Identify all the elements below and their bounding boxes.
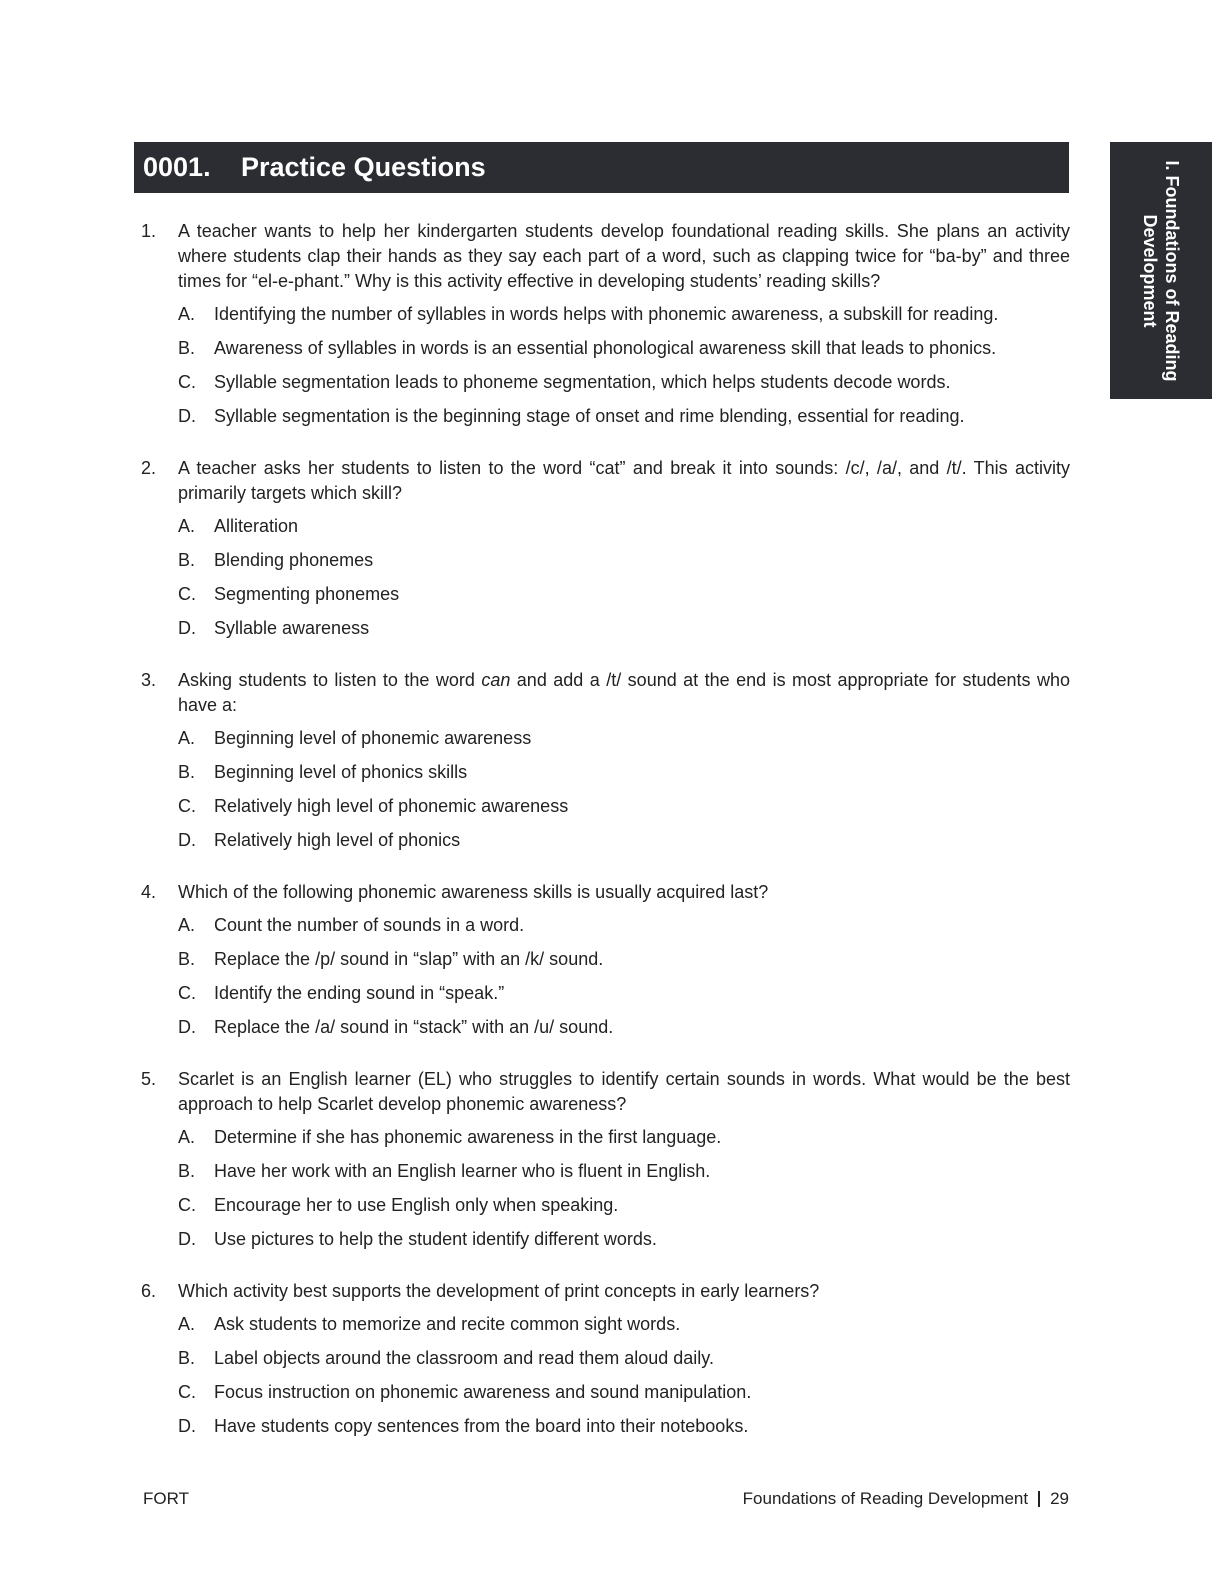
option-text: Segmenting phonemes [214, 584, 400, 604]
option-text: Relatively high level of phonemic awareness [214, 796, 569, 816]
question-text: Which of the following phonemic awareness skills is usually acquired last? [178, 882, 769, 902]
answer-option-c [178, 370, 1070, 395]
question-number: 1. [141, 221, 157, 241]
footer-page-info [743, 1489, 1069, 1509]
question-text [178, 668, 1070, 718]
answer-option-d [178, 1015, 1070, 1040]
question-5 [141, 1067, 1070, 1252]
option-letter: C. [178, 372, 196, 392]
chapter-side-tab-label: I. Foundations of Reading Development [1140, 160, 1182, 381]
option-letter: B. [178, 1161, 196, 1181]
option-letter: B. [178, 949, 196, 969]
option-text: Beginning level of phonemic awareness [214, 728, 532, 748]
chapter-side-tab [1110, 142, 1212, 399]
option-text: Focus instruction on phonemic awareness and sound manipulation. [214, 1382, 752, 1402]
option-letter: D. [178, 830, 196, 850]
answer-option-b [178, 947, 1070, 972]
answer-option-c [178, 1193, 1070, 1218]
answer-option-b [178, 1159, 1070, 1184]
question-3 [141, 668, 1070, 853]
option-letter: D. [178, 406, 196, 426]
answer-options [178, 913, 1070, 1040]
question-stem [141, 219, 1070, 294]
option-letter: A. [178, 1127, 196, 1147]
question-stem [141, 1279, 1070, 1304]
question-text: A teacher asks her students to listen to the word “cat” and break it into sounds: /c/, /a/, and /t/. This activity primarily targets which skill? [178, 458, 1070, 503]
footer-separator [1038, 1491, 1040, 1507]
option-text: Ask students to memorize and recite common sight words. [214, 1314, 681, 1334]
answer-option-d [178, 1227, 1070, 1252]
option-text: Replace the /a/ sound in “stack” with an /u/ sound. [214, 1017, 614, 1037]
option-letter: D. [178, 1017, 196, 1037]
question-number: 3. [141, 670, 157, 690]
question-stem [141, 456, 1070, 506]
footer-title: Foundations of Reading Development [742, 1489, 1029, 1508]
question-text-part: and add a /t/ sound at the end is most appropriate for students who have a: [178, 670, 1070, 715]
option-letter: D. [178, 618, 196, 638]
answer-option-b [178, 760, 1070, 785]
question-4 [141, 880, 1070, 1040]
option-letter: A. [178, 915, 196, 935]
option-letter: A. [178, 516, 196, 536]
question-number: 2. [141, 458, 157, 478]
footer-book-code: FORT [143, 1489, 189, 1508]
option-text: Blending phonemes [214, 550, 374, 570]
question-2 [141, 456, 1070, 641]
answer-option-c [178, 794, 1070, 819]
question-stem [141, 880, 1070, 905]
question-1 [141, 219, 1070, 429]
question-number: 6. [141, 1281, 157, 1301]
section-number: 0001. [143, 152, 211, 182]
answer-options [178, 726, 1070, 853]
question-number: 5. [141, 1069, 157, 1089]
option-text: Use pictures to help the student identify different words. [214, 1229, 657, 1249]
answer-option-d [178, 1414, 1070, 1439]
option-letter: A. [178, 1314, 196, 1334]
option-text: Encourage her to use English only when speaking. [214, 1195, 619, 1215]
option-text: Syllable segmentation is the beginning stage of onset and rime blending, essential for reading. [214, 406, 965, 426]
option-letter: B. [178, 762, 196, 782]
answer-option-d [178, 828, 1070, 853]
answer-options [178, 1125, 1070, 1252]
answer-options [178, 302, 1070, 429]
answer-option-c [178, 981, 1070, 1006]
answer-option-c [178, 1380, 1070, 1405]
option-text: Label objects around the classroom and read them aloud daily. [214, 1348, 714, 1368]
option-text: Relatively high level of phonics [214, 830, 461, 850]
answer-option-a [178, 913, 1070, 938]
option-text: Syllable segmentation leads to phoneme segmentation, which helps students decode words. [214, 372, 951, 392]
answer-option-a [178, 514, 1070, 539]
answer-option-a [178, 1312, 1070, 1337]
answer-option-d [178, 616, 1070, 641]
option-letter: C. [178, 1382, 196, 1402]
option-letter: C. [178, 796, 196, 816]
option-text: Count the number of sounds in a word. [214, 915, 525, 935]
option-letter: A. [178, 728, 196, 748]
option-letter: D. [178, 1229, 196, 1249]
question-text: Scarlet is an English learner (EL) who struggles to identify certain sounds in words. What would be the best approach to help Scarlet develop phonemic awareness? [178, 1069, 1070, 1114]
answer-option-a [178, 302, 1070, 327]
question-text: A teacher wants to help her kindergarten students develop foundational reading skills. She plans an activity where students clap their hands as they say each part of a word, such as clapping twice for “ba-by” and three times for “el-e-phant.” Why is this activity effective in developing students’ reading skills? [178, 221, 1070, 291]
option-text: Awareness of syllables in words is an essential phonological awareness skill that leads to phonics. [214, 338, 997, 358]
option-text: Identifying the number of syllables in words helps with phonemic awareness, a subskill for reading. [214, 304, 999, 324]
answer-option-a [178, 726, 1070, 751]
option-letter: B. [178, 338, 196, 358]
question-number: 4. [141, 882, 157, 902]
option-letter: B. [178, 1348, 196, 1368]
option-text: Determine if she has phonemic awareness in the first language. [214, 1127, 722, 1147]
section-title: Practice Questions [241, 152, 486, 182]
question-stem [141, 668, 1070, 718]
option-text: Identify the ending sound in “speak.” [214, 983, 505, 1003]
option-text: Syllable awareness [214, 618, 370, 638]
question-text-italic-word: can [481, 670, 511, 690]
option-letter: C. [178, 983, 196, 1003]
option-letter: A. [178, 304, 196, 324]
page-number: 29 [1050, 1489, 1069, 1508]
option-text: Beginning level of phonics skills [214, 762, 468, 782]
question-stem [141, 1067, 1070, 1117]
answer-options [178, 514, 1070, 641]
answer-option-b [178, 548, 1070, 573]
option-letter: C. [178, 1195, 196, 1215]
answer-option-c [178, 582, 1070, 607]
question-list [141, 219, 1070, 1466]
answer-options [178, 1312, 1070, 1439]
answer-option-b [178, 336, 1070, 361]
option-letter: C. [178, 584, 196, 604]
option-text: Have her work with an English learner who is fluent in English. [214, 1161, 711, 1181]
question-text: Which activity best supports the development of print concepts in early learners? [178, 1281, 820, 1301]
answer-option-d [178, 404, 1070, 429]
option-text: Have students copy sentences from the board into their notebooks. [214, 1416, 749, 1436]
answer-option-a [178, 1125, 1070, 1150]
option-letter: D. [178, 1416, 196, 1436]
option-letter: B. [178, 550, 196, 570]
option-text: Alliteration [214, 516, 299, 536]
option-text: Replace the /p/ sound in “slap” with an /k/ sound. [214, 949, 604, 969]
question-text-part: Asking students to listen to the word [178, 670, 482, 690]
question-6 [141, 1279, 1070, 1439]
section-header [134, 142, 1069, 193]
answer-option-b [178, 1346, 1070, 1371]
